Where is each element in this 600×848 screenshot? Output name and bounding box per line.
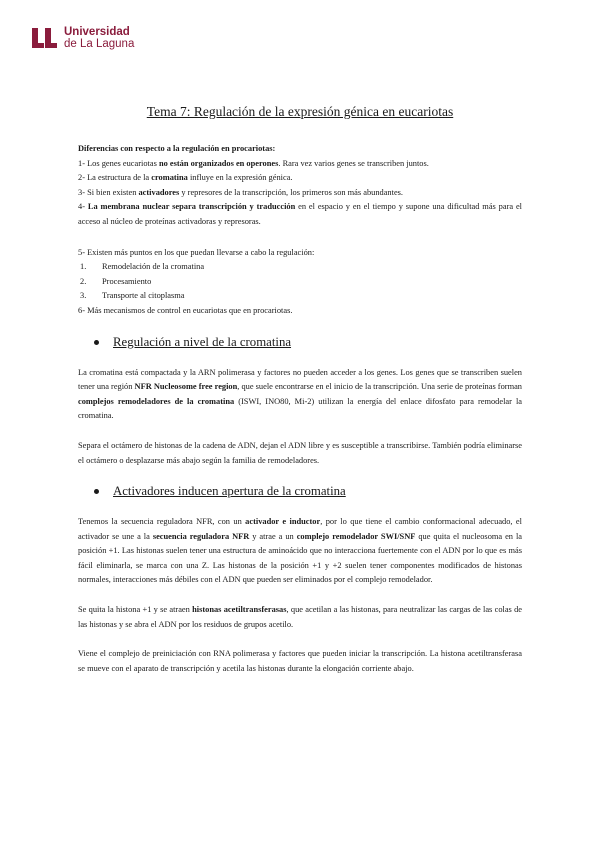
activators-paragraph-3: Viene el complejo de preiniciación con RNA polimerasa y factores que pueden iniciar la transcripción. La histona acetiltransferasa se mueve con el aparato de transcripción y acetila las histonas durante la elongación corriente abajo. — [78, 649, 522, 673]
university-logo — [30, 26, 134, 50]
bullet-icon — [94, 340, 99, 345]
section-heading-chromatin: Regulación a nivel de la cromatina — [78, 335, 522, 350]
difference-item-6: 6- Más mecanismos de control en eucariotas que en procariotas. — [78, 305, 293, 315]
difference-item-4: 4- La membrana nuclear separa transcripción y traducción en el espacio y en el tiempo y supone una dificultad más para el acceso al núcleo de proteínas activadoras y represoras. — [78, 202, 522, 226]
document-body — [78, 104, 522, 676]
activators-paragraph-1: Tenemos la secuencia reguladora NFR, con un activador e inductor, por lo que tiene el cambio conformacional adecuado, el activador se une a la secuencia reguladora NFR y atrae a un complejo remodelador SWI/SNF que quita el nucleosoma en la posición +1. Las histonas suelen tener una estructura de aminoácido que no interacciona fuertemente con el ADN por lo que es más fácil eliminarla, se marca con una Z. Las histonas de la posición +1 y +2 suelen tener componentes modificados de histonas normales, interacciones más débiles con el ADN que pueden ser eliminados por el complejo remodelador. — [78, 517, 522, 585]
logo-text — [64, 26, 134, 50]
list-item: 3. Transporte al citoplasma — [80, 291, 185, 301]
difference-item-1: 1- Los genes eucariotas no están organizados en operones. Rara vez varios genes se transcriben juntos. — [78, 158, 429, 168]
page-title: Tema 7: Regulación de la expresión génica en eucariotas — [146, 104, 454, 119]
difference-item-3: 3- Si bien existen activadores y represores de la transcripción, los primeros son más abundantes. — [78, 187, 404, 197]
difference-item-5: 5- Existen más puntos en los que puedan llevarse a cabo la regulación: — [78, 247, 315, 257]
regulation-points-list — [78, 260, 522, 304]
logo-line-1: Universidad — [64, 26, 130, 38]
list-item: 2. Procesamiento — [80, 276, 152, 286]
logo-line-2: de La Laguna — [64, 38, 135, 50]
differences-heading: Diferencias con respecto a la regulación en procariotas: — [78, 144, 276, 153]
difference-item-2: 2- La estructura de la cromatina influye en la expresión génica. — [78, 173, 293, 183]
ull-logo-icon — [30, 26, 58, 50]
bullet-icon — [94, 489, 99, 494]
chromatin-paragraph-2: Separa el octámero de histonas de la cadena de ADN, dejan el ADN libre y es susceptible a transcribirse. También podría eliminarse el octámero o desplazarse más abajo según la familia de remodeladores. — [78, 440, 522, 465]
section-heading-activators: Activadores inducen apertura de la cromatina — [78, 484, 522, 499]
activators-paragraph-2: Se quita la histona +1 y se atraen histonas acetiltransferasas, que acetilan a las histonas, para neutralizar las cargas de las colas de las histonas y se abra el ADN por los residuos de grupos acetilo. — [78, 605, 522, 629]
chromatin-paragraph-1: La cromatina está compactada y la ARN polimerasa y factores no pueden acceder a los genes. Los genes que se transcriben suelen tener una región NFR Nucleosome free region, que suele encontrarse en el inicio de la transcripción. Una serie de proteínas forman complejos remodeladores de la cromatina (ISWI, INO80, Mi-2) utilizan la energía del enlace difosfato para remodelar la cromatina. — [78, 367, 522, 421]
list-item: 1. Remodelación de la cromatina — [80, 262, 205, 272]
